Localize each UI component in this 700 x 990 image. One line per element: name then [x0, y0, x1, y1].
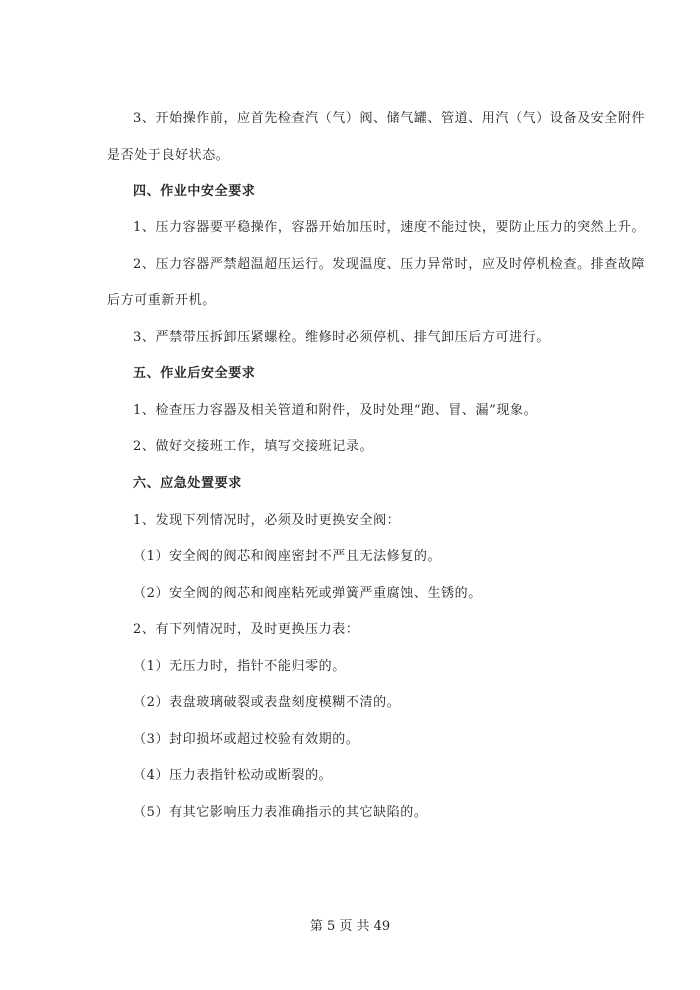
list-item-6-1-2: （2）安全阀的阀芯和阀座粘死或弹簧严重腐蚀、生锈的。 [133, 586, 482, 601]
paragraph-4-2-line-2: 后方可重新开机。 [107, 293, 216, 308]
list-item-6-2-5: （5）有其它影响压力表准确指示的其它缺陷的。 [133, 805, 428, 820]
paragraph-5-2: 2、做好交接班工作，填写交接班记录。 [133, 439, 374, 454]
list-item-6-2-3: （3）封印损坏或超过校验有效期的。 [133, 732, 360, 747]
paragraph-6-2: 2、有下列情况时，及时更换压力表： [133, 622, 360, 637]
paragraph-5-1: 1、检查压力容器及相关管道和附件，及时处理“跑、冒、漏”现象。 [133, 403, 538, 418]
paragraph-3-line-2: 是否处于良好状态。 [107, 148, 230, 163]
section-heading-5: 五、作业后安全要求 [133, 366, 256, 381]
list-item-6-2-2: （2）表盘玻璃破裂或表盘刻度模糊不清的。 [133, 695, 401, 710]
section-heading-6: 六、应急处置要求 [133, 476, 242, 491]
paragraph-4-1: 1、压力容器要平稳操作，容器开始加压时，速度不能过快，要防止压力的突然上升。 [133, 220, 646, 235]
list-item-6-2-1: （1）无压力时，指针不能归零的。 [133, 659, 346, 674]
paragraph-4-2-line-1: 2、压力容器严禁超温超压运行。发现温度、压力异常时，应及时停机检查。排查故障 [133, 257, 646, 272]
paragraph-3-line-1: 3、开始操作前，应首先检查汽（气）阀、储气罐、管道、用汽（气）设备及安全附件 [133, 111, 646, 126]
section-heading-4: 四、作业中安全要求 [133, 184, 256, 199]
list-item-6-1-1: （1）安全阀的阀芯和阀座密封不严且无法修复的。 [133, 549, 442, 564]
paragraph-4-3: 3、严禁带压拆卸压紧螺栓。维修时必须停机、排气卸压后方可进行。 [133, 330, 550, 345]
list-item-6-2-4: （4）压力表指针松动或断裂的。 [133, 768, 333, 783]
paragraph-6-1: 1、发现下列情况时，必须及时更换安全阀： [133, 513, 401, 528]
page-number-footer: 第 5 页 共 49 [309, 919, 391, 934]
